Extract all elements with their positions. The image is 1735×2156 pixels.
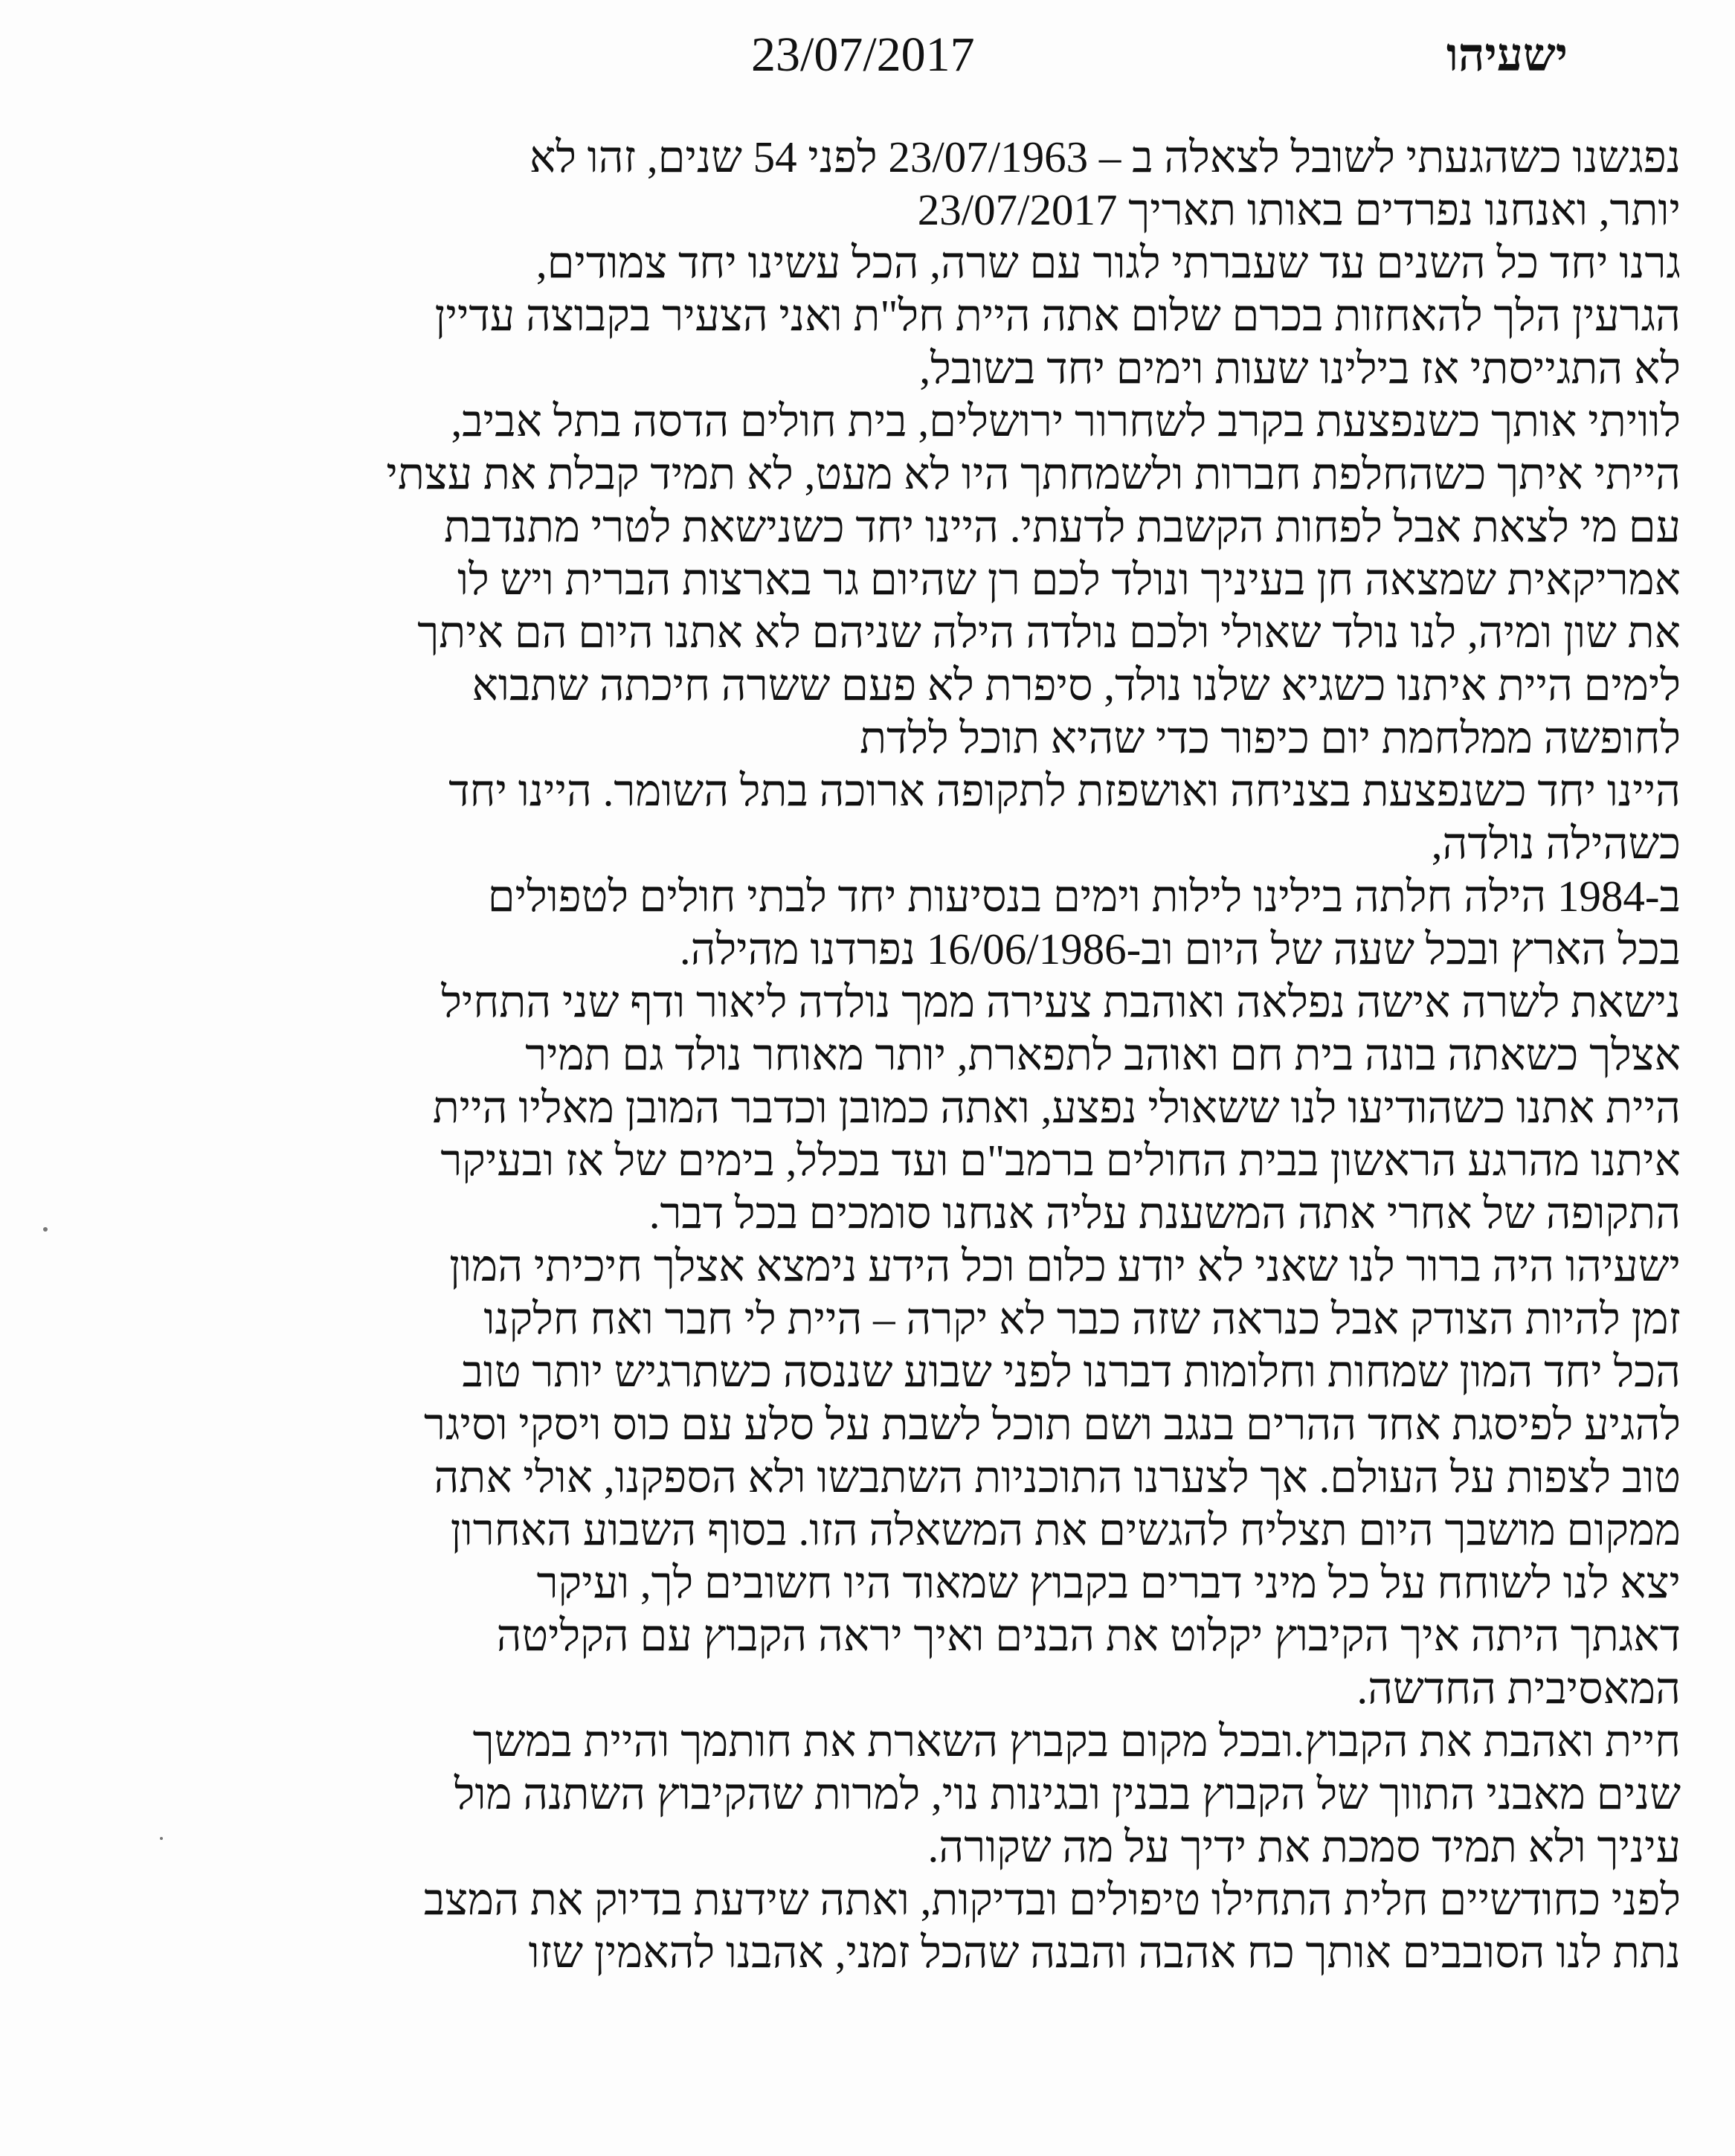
text-line: הייתי איתך כשהחלפת חברות ולשמחתך היו לא מעט, לא תמיד קבלת את עצתי (386, 449, 1681, 498)
text-line: היית אתנו כשהודיעו לנו ששאולי נפצע, ואתה כמובן וכדבר המובן מאליו היית (432, 1083, 1681, 1132)
text-line: את שון ומיה, לנו נולד שאולי ולכם נולדה הילה שניהם לא אתנו היום הם איתך (417, 608, 1681, 657)
text-line: חיית ואהבת את הקבוץ.ובכל מקום בקבוץ השארת את חותמך והיית במשך (472, 1716, 1681, 1766)
text-line: לוויתי אותך כשנפצעת בקרב לשחרור ירושלים, בית חולים הדסה בתל אביב, (451, 396, 1681, 445)
text-line: לימים היית איתנו כשגיא שלנו נולד, סיפרת לא פעם ששרה חיכתה שתבוא (471, 660, 1681, 709)
text-line: להגיע לפיסגת אחד ההרים בנגב ושם תוכל לשבת על סלע עם כוס ויסקי וסיגר (424, 1400, 1681, 1449)
recipient-name: ישעיהו (1446, 30, 1568, 81)
text-line: עיניך ולא תמיד סמכת את ידיך על מה שקורה. (927, 1822, 1681, 1871)
text-line: לא התגייסתי אז בילינו שעות וימים יחד בשובל, (919, 344, 1681, 393)
text-line: היינו יחד כשנפצעת בצניחה ואושפזת לתקופה ארוכה בתל השומר. היינו יחד (448, 766, 1681, 815)
text-line: נתת לנו הסובבים אותך כח אהבה והבנה שהכל זמני, אהבנו להאמין שזו (528, 1928, 1681, 1977)
text-line: ב-1984 הילה חלתה בילינו לילות וימים בנסיעות יחד לבתי חולים לטפולים (487, 872, 1681, 921)
text-line: אמריקאית שמצאה חן בעיניך ונולד לכם רן שהיום גר בארצות הברית ויש לו (457, 555, 1681, 604)
text-line: ישעיהו היה ברור לנו שאני לא יודע כלום וכל הידע נימצא אצלך חיכיתי המון (449, 1241, 1681, 1290)
text-line: הגרעין הלך להאחזות בכרם שלום אתה היית חל"ת ואני הצעיר בקבוצה עדיין (434, 291, 1681, 340)
text-line: הכל יחד המון שמחות וחלומות דברנו לפני שבוע שננסה כשתרגיש יותר טוב (462, 1347, 1681, 1396)
text-line: לפני כחודשיים חלית התחילו טיפולים ובדיקות, ואתה שידעת בדיוק את המצב (423, 1875, 1681, 1924)
text-line: נפגשנו כשהגעתי לשובל לצאלה ב – 23/07/1963 לפני 54 שנים, זהו לא (529, 132, 1681, 181)
text-line: זמן להיות הצודק אבל כנראה שזה כבר לא יקרה – היית לי חבר ואח חלקנו (483, 1294, 1681, 1343)
document-date: 23/07/2017 (751, 28, 975, 82)
text-line: ממקום מושבך היום תצליח להגשים את המשאלה הזו. בסוף השבוע האחרון (450, 1505, 1681, 1554)
eulogy-body (290, 131, 1681, 1979)
text-line: המאסיבית החדשה. (1356, 1664, 1681, 1713)
page-header (0, 22, 1735, 89)
text-line: שנים מאבני התווך של הקבוץ בבנין ובגינות נוי, למרות שהקיבוץ השתנה מול (454, 1769, 1681, 1818)
scan-speck (43, 1227, 48, 1232)
text-line: לחופשה ממלחמת יום כיפור כדי שהיא תוכל ללדת (860, 713, 1681, 762)
text-line: איתנו מהרגע הראשון בבית החולים ברמב"ם ועד בכלל, בימים של אז ובעיקר (440, 1136, 1681, 1185)
text-line: עם מי לצאת אבל לפחות הקשבת לדעתי. היינו יחד כשנישאת לטרי מתנדבת (444, 502, 1681, 551)
text-line: בכל הארץ ובכל שעה של היום וב-16/06/1986 נפרדנו מהילה. (679, 924, 1681, 974)
text-line: יצא לנו לשוחח על כל מיני דברים בקבוץ שמאוד היו חשובים לך, ועיקר (536, 1558, 1681, 1607)
text-line: טוב לצפות על העולם. אך לצערנו התוכניות השתבשו ולא הספקנו, אולי אתה (434, 1452, 1681, 1502)
text-line: כשהילה נולדה, (1431, 819, 1681, 868)
text-line: גרנו יחד כל השנים עד שעברתי לגור עם שרה, הכל עשינו יחד צמודים, (535, 238, 1681, 287)
text-line: יותר, ואנחנו נפרדים באותו תאריך 23/07/2017 (917, 185, 1681, 234)
scan-speck (160, 1837, 163, 1840)
text-line: התקופה של אחרי אתה המשענת עליה אנחנו סומכים בכל דבר. (648, 1188, 1681, 1238)
text-line: דאגתך היתה איך הקיבוץ יקלוט את הבנים ואיך יראה הקבוץ עם הקליטה (496, 1611, 1681, 1660)
text-line: אצלך כשאתה בונה בית חם ואוהב לתפארת, יותר מאוחר נולד גם תמיר (525, 1030, 1681, 1079)
text-line: נישאת לשרה אישה נפלאה ואוהבת צעירה ממך נולדה ליאור ודף שני התחיל (441, 977, 1681, 1026)
